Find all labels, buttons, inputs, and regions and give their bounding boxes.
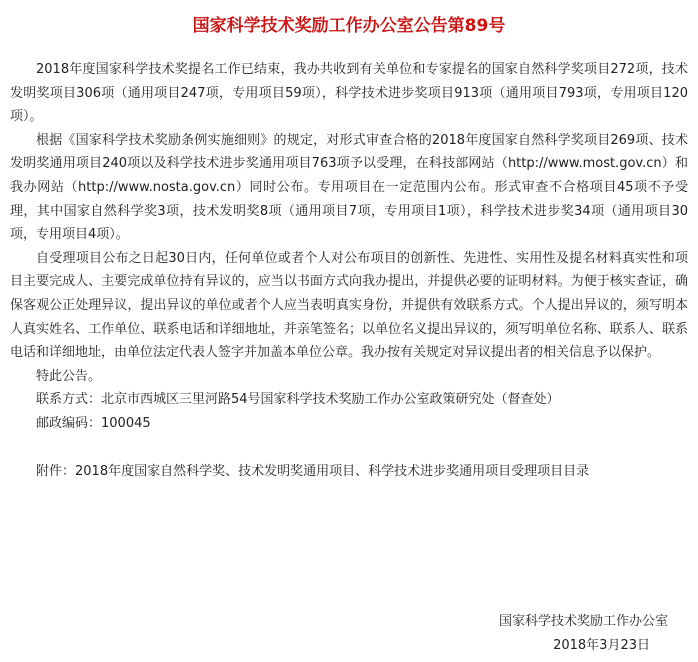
announcement-title: 国家科学技术奖励工作办公室公告第89号: [192, 16, 506, 36]
postcode: 邮政编码：100045: [36, 415, 151, 431]
paragraph-acceptance: 根据《国家科学技术奖励条例实施细则》的规定，对形式审查合格的2018年度国家自然科学奖项目269项、技术发明奖通用项目240项以及科学技术进步奖通用项目763项予以受理，在科技部网站（http://www.most.gov.cn）和我办网站（http://www.nosta.gov.cn）同时公布。专用项目在一定范围内公布。形式审查不合格项目45项不予受理，其中国家自然科学奖3项，技术发明奖8项（通用项目7项，专用项目1项），科学技术进步奖34项（通用项目30项，专用项目4项）。: [10, 132, 688, 243]
paragraph-submissions: 2018年度国家科学技术奖提名工作已结束，我办共收到有关单位和专家提名的国家自然科学奖项目272项，技术发明奖项目306项（通用项目247项，专用项目59项），科学技术进步奖项目913项（通用项目793项，专用项目120项）。: [10, 62, 688, 125]
signature-date: 2018年3月23日: [553, 638, 650, 653]
signature-block: [499, 610, 668, 658]
attachment-link[interactable]: 附件：2018年度国家自然科学奖、技术发明奖通用项目、科学技术进步奖通用项目受理项目目录: [36, 463, 590, 479]
signature-organization: 国家科学技术奖励工作办公室: [498, 614, 668, 629]
notice-closing: 特此公告。: [36, 368, 102, 384]
contact-info: 联系方式：北京市西城区三里河路54号国家科学技术奖励工作办公室政策研究处（督查处）: [36, 392, 560, 408]
paragraph-objections: 自受理项目公布之日起30日内，任何单位或者个人对公布项目的创新性、先进性、实用性及提名材料真实性和项目主要完成人、主要完成单位持有异议的，应当以书面方式向我办提出，并提供必要的证明材料。为便于核实查证，确保客观公正处理异议，提出异议的单位或者个人应当表明真实身份，并提供有效联系方式。个人提出异议的，须写明本人真实姓名、工作单位、联系电话和详细地址，并亲笔签名；以单位名义提出异议的，须写明单位名称、联系人、联系电话和详细地址，由单位法定代表人签字并加盖本单位公章。我办按有关规定对异议提出者的相关信息予以保护。: [10, 250, 688, 361]
announcement-body: [10, 58, 688, 436]
section-spacer: [10, 436, 688, 460]
